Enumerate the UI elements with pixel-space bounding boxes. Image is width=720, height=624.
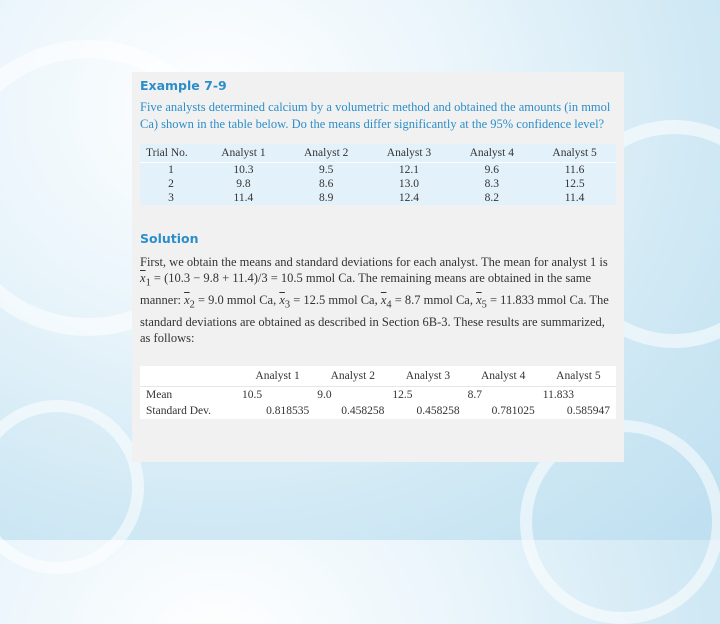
table-header-row (140, 144, 616, 163)
std-dev-cell: 0.458258 (416, 405, 460, 418)
table-cell: 8.6 (319, 178, 334, 190)
mean-cell: 12.5 (392, 389, 413, 402)
subscript: 1 (145, 277, 151, 289)
table-cell: 11.4 (233, 192, 254, 204)
solution-heading: Solution (140, 231, 199, 246)
summary-table (140, 366, 616, 419)
column-header: Analyst 3 (390, 366, 465, 387)
mean-symbol: $\overline{x}$ (380, 292, 387, 307)
mean-cell: 10.5 (242, 389, 263, 402)
table-cell: 13.0 (398, 178, 420, 190)
table-cell: 1 (168, 164, 174, 176)
table-cell: 12.1 (398, 164, 420, 176)
solution-text: = 8.7 mmol Ca, (391, 292, 477, 307)
solution-paragraph (140, 254, 616, 346)
std-dev-row (140, 403, 616, 419)
std-dev-cell: 0.458258 (341, 405, 385, 418)
column-header: Analyst 5 (533, 144, 616, 163)
table-cell: 9.5 (319, 164, 334, 176)
mean-symbol: $\overline{x}$ (279, 292, 285, 307)
mean-row (140, 387, 616, 404)
table-cell: 12.4 (398, 192, 420, 204)
row-label: Mean (146, 389, 173, 402)
table-cell: 2 (168, 178, 174, 190)
mean-cell: 9.0 (317, 389, 332, 402)
mean-symbol: $\overline{x}$ (476, 292, 482, 307)
subscript: 3 (284, 299, 291, 311)
solution-text: = 9.0 mmol Ca, (194, 292, 280, 307)
row-label: Standard Dev. (146, 405, 212, 418)
std-dev-cell: 0.781025 (491, 405, 535, 418)
mean-cell: 11.833 (542, 389, 574, 402)
mean-symbol: $\overline{x}$ (140, 271, 146, 286)
trial-data-table (140, 144, 616, 205)
subscript: 5 (481, 299, 487, 311)
example-panel (132, 72, 624, 462)
table-header-row (140, 366, 616, 387)
column-header: Analyst 3 (368, 144, 451, 163)
table-cell: 3 (168, 192, 174, 204)
solution-text: First, we obtain the means and standard deviations for each analyst. The mean for analyst 1 is (140, 255, 608, 269)
table-row (140, 191, 616, 205)
column-header: Trial No. (140, 144, 202, 163)
column-header: Analyst 1 (202, 144, 285, 163)
table-cell: 8.9 (319, 192, 334, 204)
column-header: Analyst 1 (240, 366, 315, 387)
background-ring (0, 400, 144, 574)
mean-cell: 8.7 (467, 389, 482, 402)
column-header: Analyst 4 (450, 144, 533, 163)
example-question: Five analysts determined calcium by a volumetric method and obtained the amounts (in mmol Ca) shown in the table below. Do the means differ significantly at the 95% confidence level? (140, 100, 611, 131)
mean-symbol: $\overline{x}$ (184, 292, 190, 307)
table-cell: 12.5 (564, 178, 585, 190)
std-dev-cell: 0.585947 (566, 405, 610, 418)
table-cell: 11.6 (564, 164, 585, 176)
solution-text: = 12.5 mmol Ca, (290, 292, 381, 307)
solution-text: = (10.3 − 9.8 + 11.4)/3 = 10.5 mmol Ca. The remaining means are obtained in the same manner: (140, 271, 592, 307)
column-header: Analyst 2 (285, 144, 368, 163)
subscript: 2 (189, 299, 195, 311)
solution-text: = 11.833 mmol Ca. The standard deviations are obtained as described in Section 6B-3. These results are summarized, as follows: (140, 292, 609, 345)
table-cell: 9.8 (236, 178, 251, 190)
table-cell: 10.3 (233, 164, 254, 176)
table-cell: 11.4 (564, 192, 585, 204)
table-row (140, 163, 616, 178)
column-header: Analyst 5 (541, 366, 616, 387)
column-header (140, 366, 240, 387)
column-header: Analyst 2 (315, 366, 390, 387)
table-row (140, 177, 616, 191)
table-cell: 8.2 (484, 192, 499, 204)
table-cell: 9.6 (484, 164, 499, 176)
table-cell: 8.3 (484, 178, 499, 190)
std-dev-cell: 0.818535 (266, 405, 310, 418)
column-header: Analyst 4 (466, 366, 541, 387)
example-title: Example 7-9 (140, 78, 227, 93)
subscript: 4 (386, 299, 392, 311)
